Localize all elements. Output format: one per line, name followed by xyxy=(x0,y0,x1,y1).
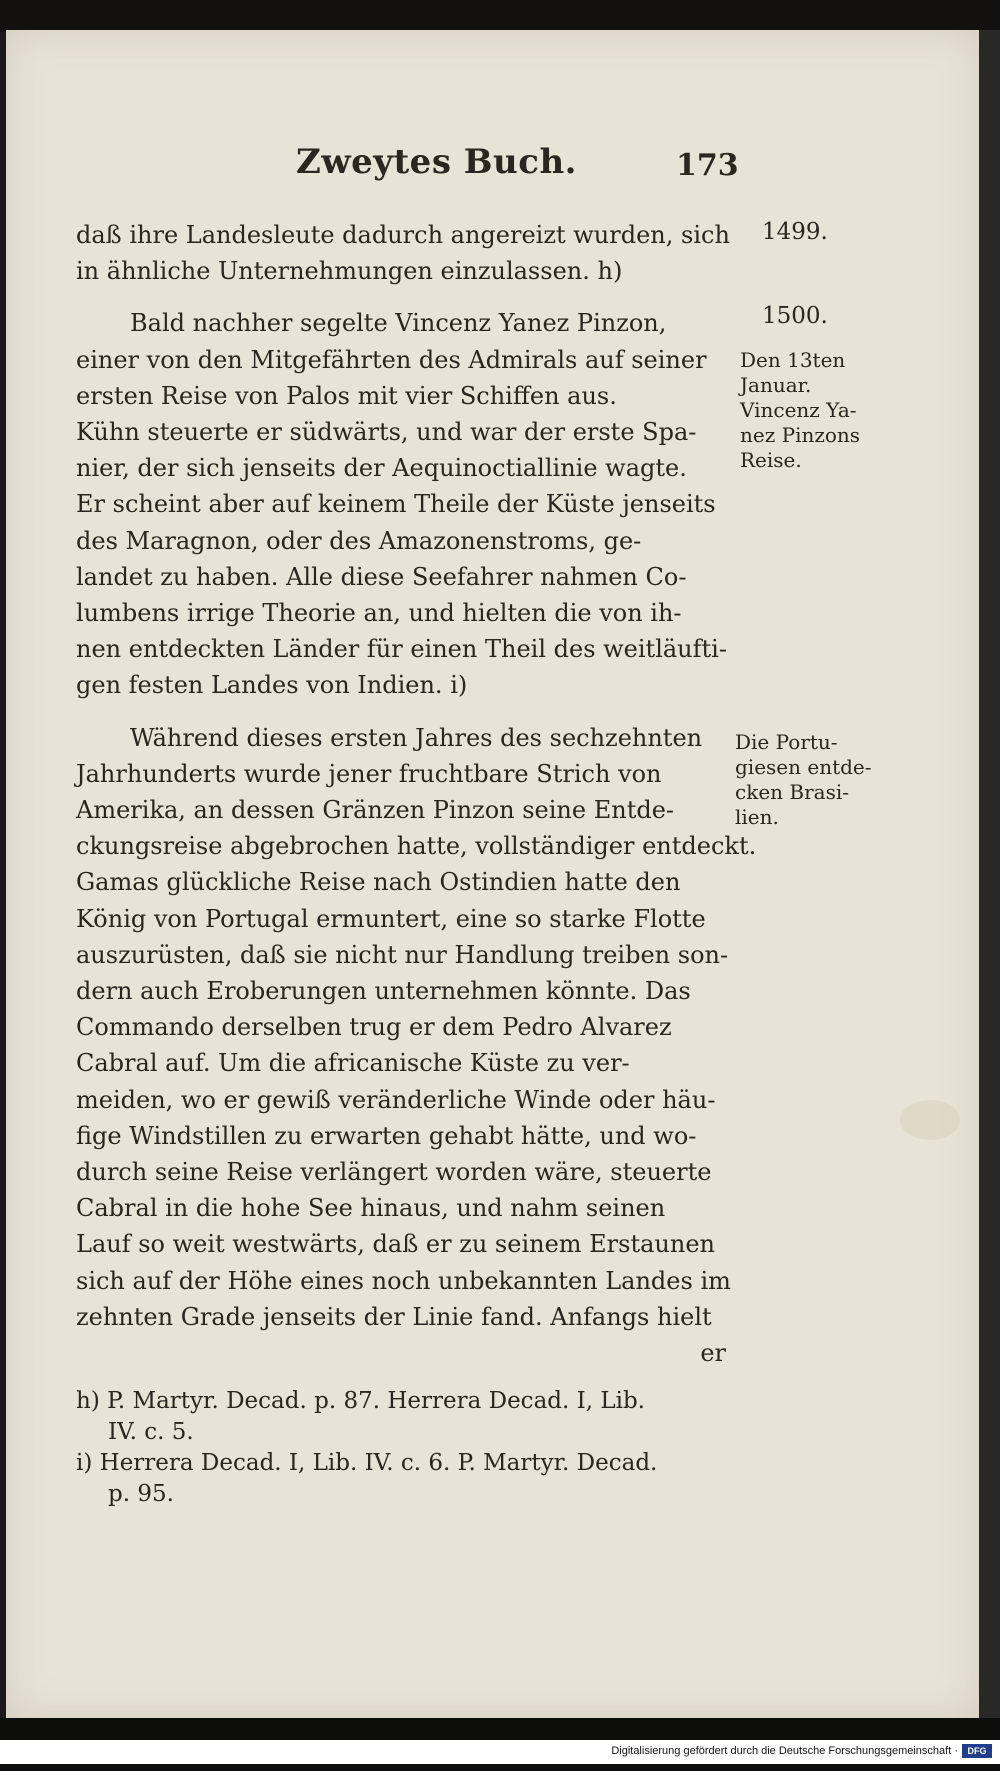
body-line: in ähnliche Unternehmungen einzulassen. h) xyxy=(76,257,623,286)
body-line: nen entdeckten Länder für einen Theil des weitläufti- xyxy=(76,635,727,664)
margin-note-brazil xyxy=(735,730,872,830)
body-line: einer von den Mitgefährten des Admirals auf seiner xyxy=(76,345,707,374)
body-line: Amerika, an dessen Gränzen Pinzon seine Entde- xyxy=(76,796,675,825)
body-line: Cabral in die hohe See hinaus, und nahm seinen xyxy=(76,1194,666,1223)
body-line: auszurüsten, daß sie nicht nur Handlung treiben son- xyxy=(76,940,729,969)
margin-line: Die Portu- xyxy=(735,730,838,754)
body-line: Er scheint aber auf keinem Theile der Küste jenseits xyxy=(76,490,716,519)
body-line: fige Windstillen zu erwarten gehabt hätte, und wo- xyxy=(76,1121,697,1150)
digitization-credit: Digitalisierung gefördert durch die Deutsche Forschungsgemeinschaft · xyxy=(611,1745,958,1757)
footnote-i-continued: p. 95. xyxy=(108,1481,174,1507)
body-line: Jahrhunderts wurde jener fruchtbare Strich von xyxy=(76,759,662,788)
body-line: König von Portugal ermuntert, eine so starke Flotte xyxy=(76,904,706,933)
body-line: Cabral auf. Um die africanische Küste zu ver- xyxy=(76,1049,630,1078)
footnote-h-continued: IV. c. 5. xyxy=(108,1419,194,1445)
dfg-logo: DFG xyxy=(962,1744,992,1758)
page-number: 173 xyxy=(676,148,739,183)
margin-line: Den 13ten xyxy=(740,348,846,372)
scan-top-border xyxy=(0,0,1000,32)
body-line: lumbens irrige Theorie an, und hielten die von ih- xyxy=(76,599,682,628)
body-line: Lauf so weit westwärts, daß er zu seinem Erstaunen xyxy=(76,1230,715,1259)
body-line: Kühn steuerte er südwärts, und war der erste Spa- xyxy=(76,418,697,447)
footnote-i: i) Herrera Decad. I, Lib. IV. c. 6. P. Martyr. Decad. xyxy=(76,1450,658,1476)
margin-line: lien. xyxy=(735,805,779,829)
margin-note-pinzon xyxy=(740,348,860,473)
margin-year-1499: 1499. xyxy=(762,219,828,245)
body-line: durch seine Reise verlängert worden wäre, steuerte xyxy=(76,1158,712,1187)
margin-line: Januar. xyxy=(740,373,812,397)
footnote-h: h) P. Martyr. Decad. p. 87. Herrera Decad. I, Lib. xyxy=(76,1388,645,1414)
footnotes xyxy=(76,1386,736,1510)
body-line: sich auf der Höhe eines noch unbekannten Landes im xyxy=(76,1266,731,1295)
body-line: Gamas glückliche Reise nach Ostindien hatte den xyxy=(76,868,681,897)
body-line: daß ihre Landesleute dadurch angereizt wurden, sich xyxy=(76,221,730,249)
paper-stain xyxy=(900,1100,960,1140)
margin-line: Reise. xyxy=(740,448,802,472)
scan-right-border xyxy=(979,30,1000,1718)
body-line: dern auch Eroberungen unternehmen könnte. Das xyxy=(76,977,691,1006)
margin-line: cken Brasi- xyxy=(735,780,849,804)
body-line: Commando derselben trug er dem Pedro Alvarez xyxy=(76,1013,672,1042)
body-line: ckungsreise abgebrochen hatte, vollständiger entdeckt. xyxy=(76,832,757,861)
margin-line: Vincenz Ya- xyxy=(740,398,857,422)
body-line: Bald nachher segelte Vincenz Yanez Pinzon, xyxy=(130,309,667,338)
margin-line: giesen entde- xyxy=(735,755,872,779)
body-line: ersten Reise von Palos mit vier Schiffen aus. xyxy=(76,381,617,410)
body-line: landet zu haben. Alle diese Seefahrer nahmen Co- xyxy=(76,562,687,591)
body-line: meiden, wo er gewiß veränderliche Winde oder häu- xyxy=(76,1085,716,1114)
body-line: zehnten Grade jenseits der Linie fand. Anfangs hielt xyxy=(76,1302,712,1331)
margin-year-1500: 1500. xyxy=(762,303,828,329)
body-line: des Maragnon, oder des Amazonenstroms, ge- xyxy=(76,526,642,555)
body-line: nier, der sich jenseits der Aequinoctiallinie wagte. xyxy=(76,454,687,483)
catchword: er xyxy=(700,1339,726,1368)
running-title: Zweytes Buch. xyxy=(296,142,578,182)
body-line: gen festen Landes von Indien. i) xyxy=(76,671,468,700)
margin-line: nez Pinzons xyxy=(740,423,861,447)
body-line: Während dieses ersten Jahres des sechzehnten xyxy=(130,723,703,752)
